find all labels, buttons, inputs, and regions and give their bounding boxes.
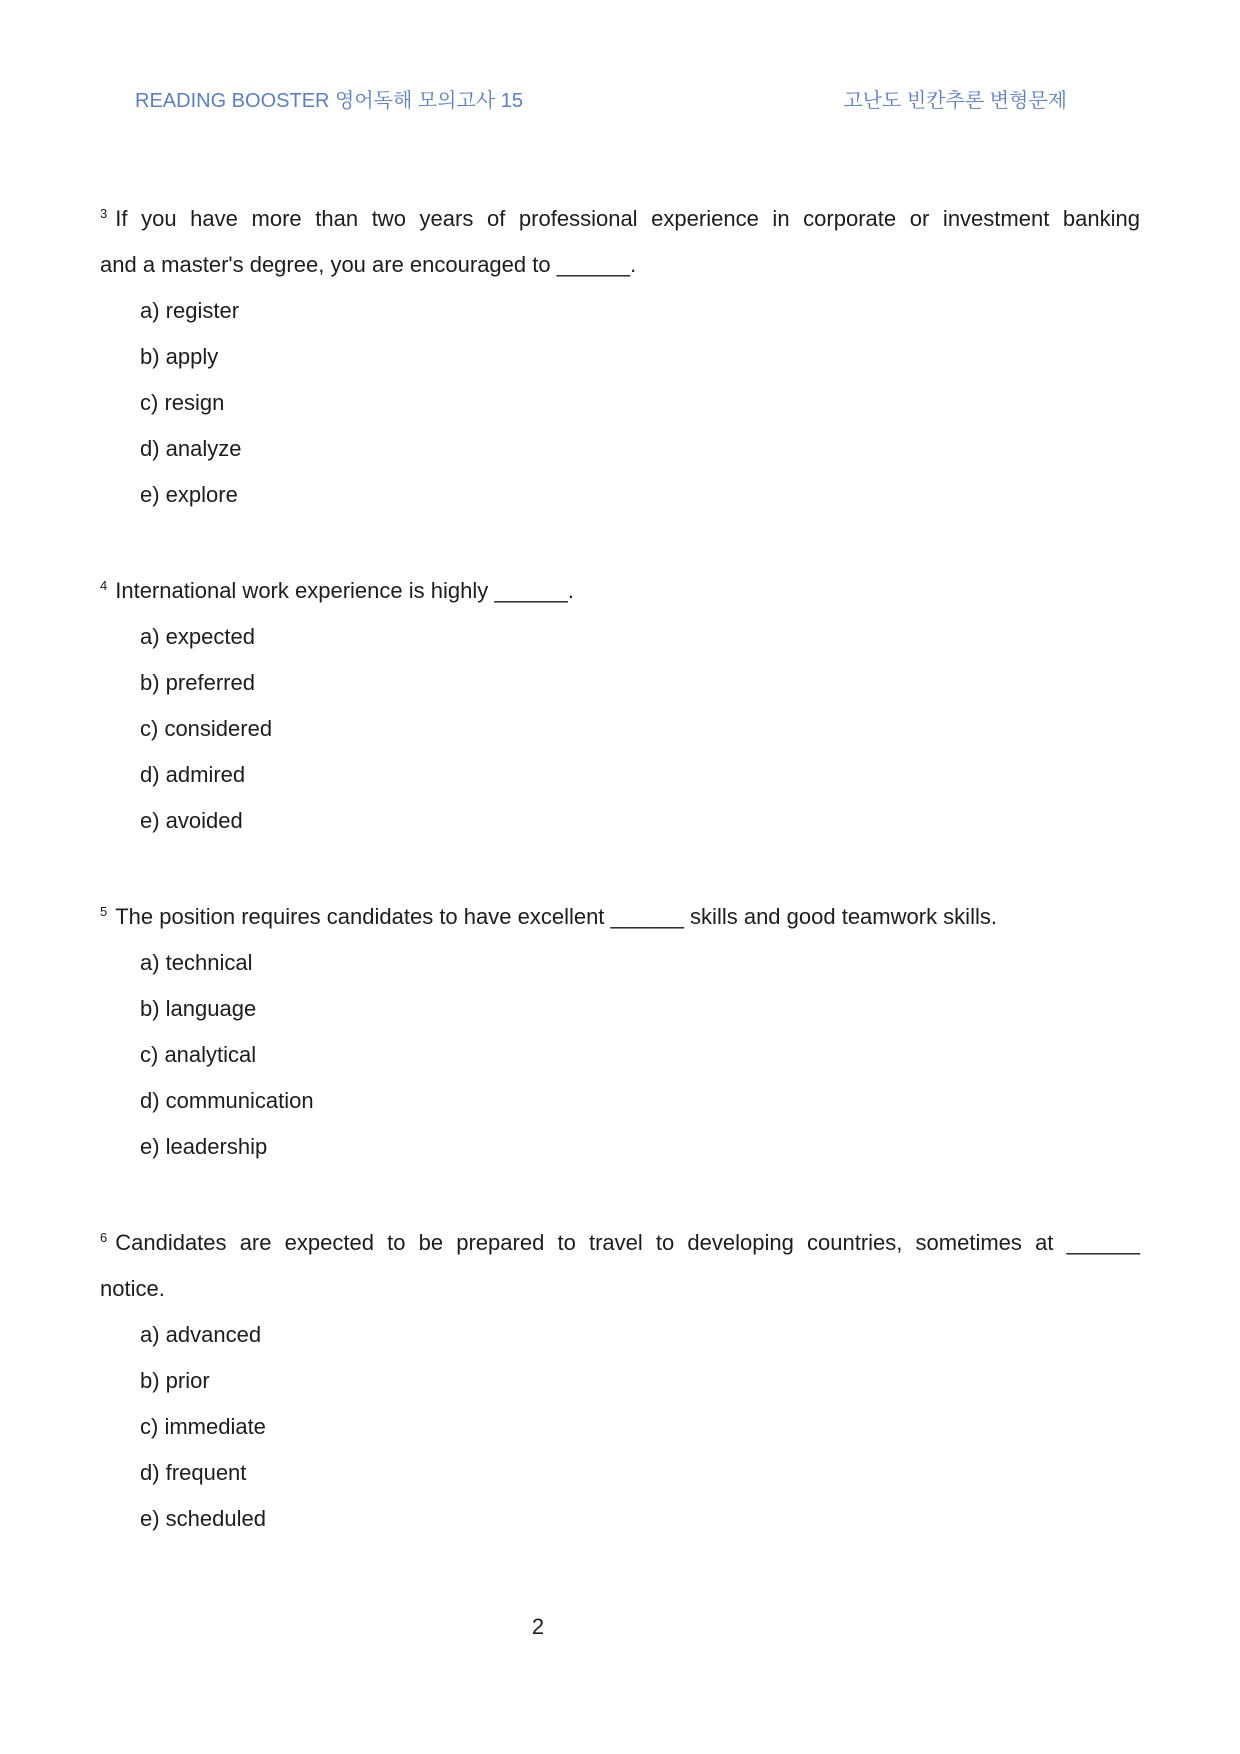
option-d: d) frequent — [140, 1460, 247, 1485]
option-b: b) language — [140, 996, 257, 1021]
option-e: e) leadership — [140, 1134, 268, 1159]
option-a: a) advanced — [140, 1322, 262, 1347]
question-stem-line2: notice. — [100, 1276, 165, 1301]
option-a: a) technical — [140, 950, 253, 975]
question-3 — [100, 196, 1140, 518]
question-number: 3 — [100, 205, 108, 221]
option-c: c) resign — [140, 390, 225, 415]
option-c: c) immediate — [140, 1414, 266, 1439]
questions-list — [100, 196, 1140, 1592]
question-number: 6 — [100, 1229, 108, 1245]
header-left-title: READING BOOSTER 영어독해 모의고사 15 — [135, 90, 523, 112]
page-number: 2 — [531, 1614, 545, 1639]
option-c: c) analytical — [140, 1042, 257, 1067]
question-stem — [100, 1220, 1140, 1266]
option-a: a) expected — [140, 624, 255, 649]
question-6 — [100, 1220, 1140, 1542]
option-b: b) prior — [140, 1368, 210, 1393]
question-stem-text: If you have more than two years of professional experience in corporate or investment banking — [115, 206, 1140, 231]
question-stem-text: International work experience is highly ______. — [115, 578, 574, 603]
option-d: d) communication — [140, 1088, 314, 1113]
option-d: d) admired — [140, 762, 246, 787]
question-stem — [100, 196, 1140, 242]
question-stem-line2: and a master's degree, you are encouraged to ______. — [100, 252, 637, 277]
question-stem-text: The position requires candidates to have excellent ______ skills and good teamwork skills. — [115, 904, 997, 929]
question-stem-text: Candidates are expected to be prepared to travel to developing countries, sometimes at ______ — [115, 1230, 1140, 1255]
options-list — [100, 1312, 1140, 1542]
header-right-title: 고난도 빈칸추론 변형문제 — [843, 90, 1067, 112]
question-4 — [100, 568, 1140, 844]
question-number: 4 — [100, 577, 108, 593]
question-number: 5 — [100, 903, 108, 919]
option-b: b) apply — [140, 344, 219, 369]
option-a: a) register — [140, 298, 240, 323]
options-list — [100, 288, 1140, 518]
option-c: c) considered — [140, 716, 273, 741]
options-list — [100, 940, 1140, 1170]
question-stem — [100, 894, 1140, 940]
option-e: e) scheduled — [140, 1506, 266, 1531]
option-d: d) analyze — [140, 436, 242, 461]
question-stem — [100, 568, 1140, 614]
document-header — [0, 88, 1240, 114]
option-b: b) preferred — [140, 670, 255, 695]
question-5 — [100, 894, 1140, 1170]
option-e: e) avoided — [140, 808, 243, 833]
option-e: e) explore — [140, 482, 238, 507]
options-list — [100, 614, 1140, 844]
